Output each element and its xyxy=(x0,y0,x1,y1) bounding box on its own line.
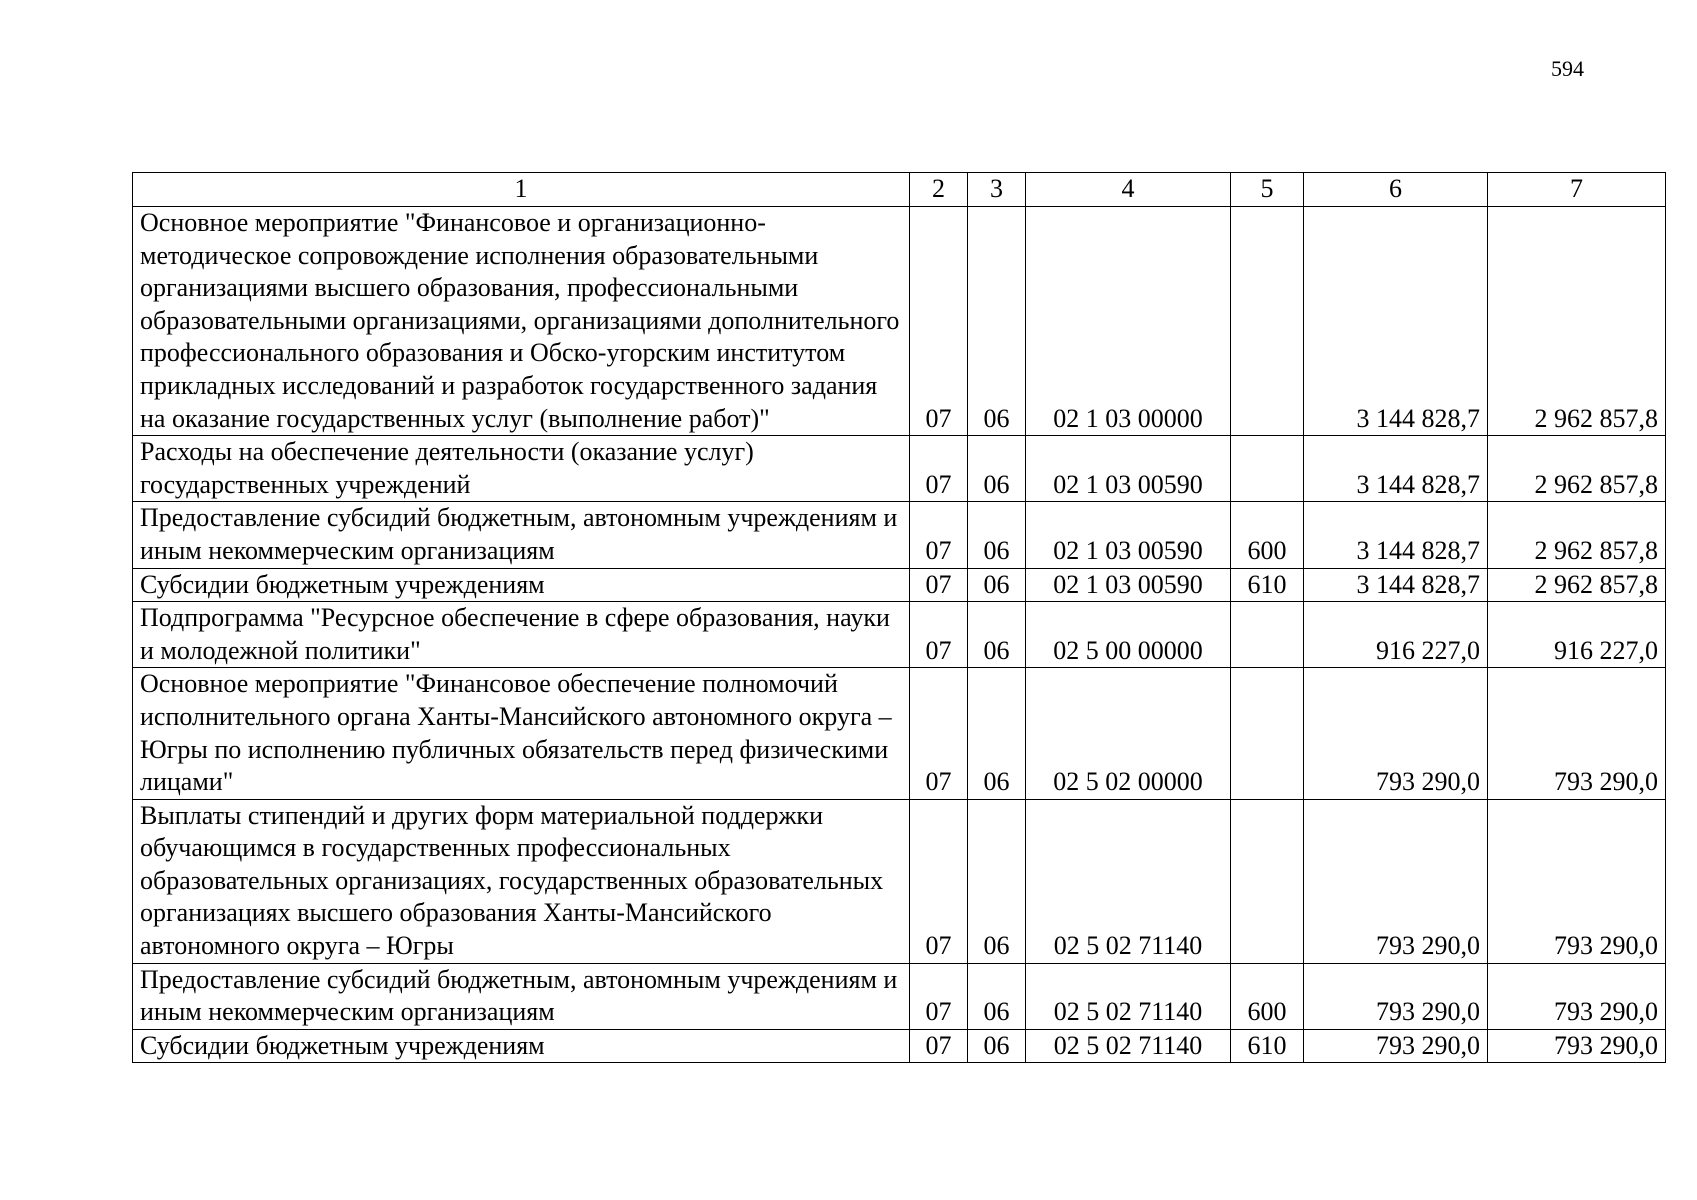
table-row xyxy=(133,668,1666,799)
row-sum-year-1: 3 144 828,7 xyxy=(1304,207,1488,436)
row-subsection: 06 xyxy=(968,963,1026,1029)
row-name: Основное мероприятие "Финансовое обеспечение полномочий исполнительного органа Ханты-Мансийского автономного округа – Югры по исполнению публичных обязательств перед физическими лицами" xyxy=(133,668,910,799)
table-row xyxy=(133,568,1666,602)
row-target-code: 02 5 02 71140 xyxy=(1026,963,1231,1029)
row-subsection: 06 xyxy=(968,207,1026,436)
row-sum-year-2: 2 962 857,8 xyxy=(1488,502,1666,568)
header-col-1: 1 xyxy=(133,173,910,207)
row-expense-type xyxy=(1231,668,1304,799)
table-row xyxy=(133,602,1666,668)
row-section: 07 xyxy=(910,502,968,568)
row-sum-year-1: 793 290,0 xyxy=(1304,668,1488,799)
row-sum-year-2: 793 290,0 xyxy=(1488,668,1666,799)
row-subsection: 06 xyxy=(968,502,1026,568)
row-sum-year-2: 2 962 857,8 xyxy=(1488,568,1666,602)
row-target-code: 02 5 02 71140 xyxy=(1026,799,1231,963)
row-target-code: 02 5 00 00000 xyxy=(1026,602,1231,668)
row-name: Подпрограмма "Ресурсное обеспечение в сфере образования, науки и молодежной политики" xyxy=(133,602,910,668)
row-section: 07 xyxy=(910,963,968,1029)
table-row xyxy=(133,502,1666,568)
page-number: 594 xyxy=(1551,56,1584,81)
row-section: 07 xyxy=(910,668,968,799)
row-expense-type xyxy=(1231,207,1304,436)
row-expense-type xyxy=(1231,602,1304,668)
row-section: 07 xyxy=(910,436,968,502)
table-row xyxy=(133,436,1666,502)
row-subsection: 06 xyxy=(968,436,1026,502)
table-row xyxy=(133,207,1666,436)
row-subsection: 06 xyxy=(968,1029,1026,1063)
row-target-code: 02 5 02 71140 xyxy=(1026,1029,1231,1063)
header-col-3: 3 xyxy=(968,173,1026,207)
row-sum-year-1: 793 290,0 xyxy=(1304,963,1488,1029)
row-target-code: 02 1 03 00590 xyxy=(1026,568,1231,602)
header-col-6: 6 xyxy=(1304,173,1488,207)
row-sum-year-1: 3 144 828,7 xyxy=(1304,502,1488,568)
row-section: 07 xyxy=(910,799,968,963)
row-name: Предоставление субсидий бюджетным, автономным учреждениям и иным некоммерческим организациям xyxy=(133,502,910,568)
row-target-code: 02 5 02 00000 xyxy=(1026,668,1231,799)
row-expense-type: 600 xyxy=(1231,502,1304,568)
row-sum-year-2: 793 290,0 xyxy=(1488,963,1666,1029)
row-sum-year-2: 2 962 857,8 xyxy=(1488,207,1666,436)
row-subsection: 06 xyxy=(968,568,1026,602)
row-section: 07 xyxy=(910,207,968,436)
row-sum-year-1: 793 290,0 xyxy=(1304,799,1488,963)
row-name: Субсидии бюджетным учреждениям xyxy=(133,1029,910,1063)
row-section: 07 xyxy=(910,1029,968,1063)
row-sum-year-1: 3 144 828,7 xyxy=(1304,568,1488,602)
row-expense-type: 610 xyxy=(1231,1029,1304,1063)
header-col-4: 4 xyxy=(1026,173,1231,207)
row-expense-type xyxy=(1231,799,1304,963)
row-name: Расходы на обеспечение деятельности (оказание услуг) государственных учреждений xyxy=(133,436,910,502)
row-target-code: 02 1 03 00000 xyxy=(1026,207,1231,436)
row-subsection: 06 xyxy=(968,799,1026,963)
header-col-5: 5 xyxy=(1231,173,1304,207)
row-expense-type xyxy=(1231,436,1304,502)
table-header-row xyxy=(133,173,1666,207)
row-sum-year-1: 3 144 828,7 xyxy=(1304,436,1488,502)
row-target-code: 02 1 03 00590 xyxy=(1026,502,1231,568)
row-section: 07 xyxy=(910,602,968,668)
row-sum-year-2: 793 290,0 xyxy=(1488,799,1666,963)
row-sum-year-2: 2 962 857,8 xyxy=(1488,436,1666,502)
row-subsection: 06 xyxy=(968,602,1026,668)
budget-table xyxy=(132,172,1666,1063)
row-expense-type: 610 xyxy=(1231,568,1304,602)
row-name: Выплаты стипендий и других форм материальной поддержки обучающимся в государственных профессиональных образовательных организациях, государственных образовательных организациях высшего образования Ханты-Мансийского автономного округа – Югры xyxy=(133,799,910,963)
row-subsection: 06 xyxy=(968,668,1026,799)
table-row xyxy=(133,1029,1666,1063)
header-col-2: 2 xyxy=(910,173,968,207)
row-sum-year-2: 793 290,0 xyxy=(1488,1029,1666,1063)
header-col-7: 7 xyxy=(1488,173,1666,207)
table-row xyxy=(133,799,1666,963)
table-row xyxy=(133,963,1666,1029)
row-target-code: 02 1 03 00590 xyxy=(1026,436,1231,502)
row-section: 07 xyxy=(910,568,968,602)
row-expense-type: 600 xyxy=(1231,963,1304,1029)
row-sum-year-1: 793 290,0 xyxy=(1304,1029,1488,1063)
row-name: Субсидии бюджетным учреждениям xyxy=(133,568,910,602)
row-sum-year-2: 916 227,0 xyxy=(1488,602,1666,668)
row-name: Предоставление субсидий бюджетным, автономным учреждениям и иным некоммерческим организациям xyxy=(133,963,910,1029)
row-name: Основное мероприятие "Финансовое и организационно-методическое сопровождение исполнения образовательными организациями высшего образования, профессиональными образовательными организациями, организациями дополнительного профессионального образования и Обско-угорским институтом прикладных исследований и разработок государственного задания на оказание государственных услуг (выполнение работ)" xyxy=(133,207,910,436)
row-sum-year-1: 916 227,0 xyxy=(1304,602,1488,668)
